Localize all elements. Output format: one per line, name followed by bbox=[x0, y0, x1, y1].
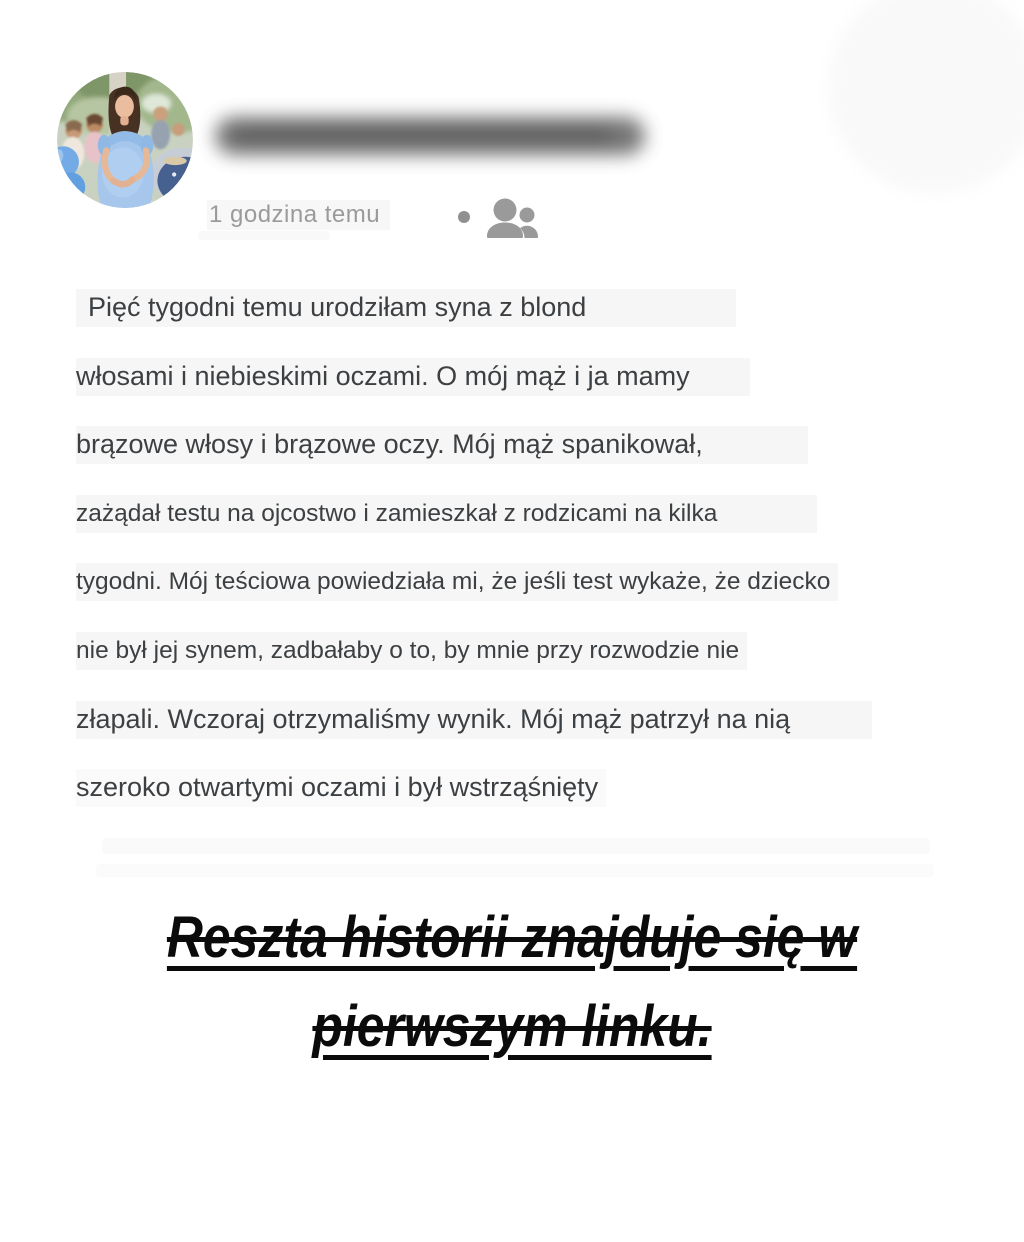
callout-line-1 bbox=[72, 893, 953, 982]
post-line bbox=[76, 289, 976, 358]
post-line bbox=[76, 358, 976, 427]
redacted-text-remnant bbox=[96, 864, 934, 877]
avatar[interactable] bbox=[57, 72, 193, 208]
post-line bbox=[76, 563, 976, 632]
post-line bbox=[76, 701, 976, 770]
username-blurred[interactable] bbox=[215, 117, 645, 155]
redacted-text-remnant bbox=[198, 231, 330, 240]
post-line-text: nie był jej synem, zadbałaby o to, by mnie przy rozwodzie nie bbox=[76, 632, 747, 670]
callout bbox=[0, 893, 1024, 1071]
post-line bbox=[76, 769, 976, 838]
post-line-text: tygodni. Mój teściowa powiedziała mi, że jeśli test wykaże, że dziecko bbox=[76, 563, 838, 601]
post-line-text: złapali. Wczoraj otrzymaliśmy wynik. Mój mąż patrzył na nią bbox=[76, 701, 872, 739]
post-line-text: szeroko otwartymi oczami i był wstrząśnięty bbox=[76, 769, 606, 807]
post-line bbox=[76, 495, 976, 564]
callout-line-2 bbox=[72, 982, 953, 1071]
post-line-text: Pięć tygodni temu urodziłam syna z blond bbox=[76, 289, 736, 327]
post-line-text: zażądał testu na ojcostwo i zamieszkał z rodzicami na kilka bbox=[76, 495, 817, 533]
avatar-photo bbox=[57, 72, 193, 208]
callout-text: Reszta historii znajduje się w bbox=[166, 905, 858, 970]
timestamp: 1 godzina temu bbox=[207, 200, 390, 230]
post-line bbox=[76, 632, 976, 701]
post-body bbox=[76, 289, 976, 838]
redacted-text-remnant bbox=[102, 838, 930, 854]
post-line bbox=[76, 426, 976, 495]
post-line-text: włosami i niebieskimi oczami. O mój mąż i ja mamy bbox=[76, 358, 750, 396]
post-line-text: brązowe włosy i brązowe oczy. Mój mąż spanikował, bbox=[76, 426, 808, 464]
dot-separator-icon bbox=[458, 211, 470, 223]
friends-icon bbox=[485, 198, 539, 238]
callout-text: pierwszym linku. bbox=[312, 994, 712, 1059]
background-blob bbox=[828, 0, 1024, 194]
